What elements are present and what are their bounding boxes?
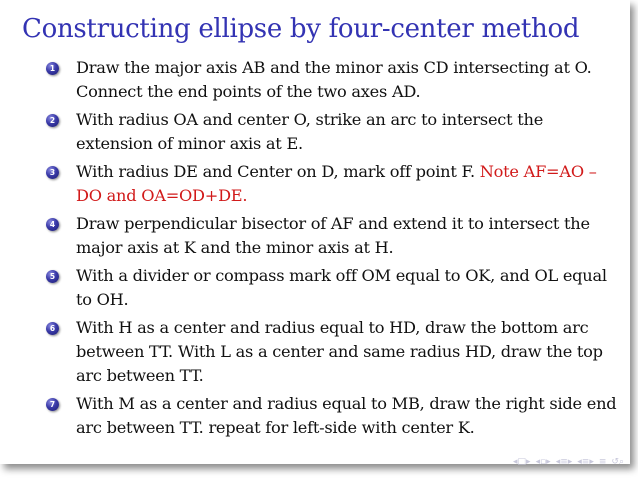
slide-title: Constructing ellipse by four-center method	[22, 14, 580, 44]
nav-first-icon[interactable]: ◂□▸	[513, 457, 531, 467]
list-item	[46, 160, 624, 208]
beamer-navigation-bar	[513, 457, 624, 467]
nav-prev-section-icon[interactable]: ◂≡▸	[555, 457, 573, 467]
list-item	[46, 264, 624, 312]
number-bullet-icon: 3	[46, 166, 59, 179]
list-item	[46, 108, 624, 156]
item-text: Draw the major axis AB and the minor axis CD intersecting at O. Connect the end points of the two axes AD.	[76, 58, 592, 101]
steps-list	[46, 56, 624, 444]
nav-next-frame-icon[interactable]: ≡	[598, 457, 607, 467]
number-bullet-icon: 2	[46, 114, 59, 127]
item-text: With a divider or compass mark off OM equal to OK, and OL equal to OH.	[76, 266, 607, 309]
item-note: Note AF=AO – DO and OA=OD+DE.	[76, 162, 597, 205]
nav-prev-frame-icon[interactable]: ◂▫▸	[535, 457, 551, 467]
list-item	[46, 316, 624, 388]
number-bullet-icon: 4	[46, 218, 59, 231]
number-bullet-icon: 7	[46, 398, 59, 411]
list-item	[46, 392, 624, 440]
nav-next-section-icon[interactable]: ◂≡▸	[577, 457, 594, 467]
list-item	[46, 56, 624, 104]
number-bullet-icon: 6	[46, 322, 59, 335]
item-text: With radius OA and center O, strike an arc to intersect the extension of minor axis at E.	[76, 110, 544, 153]
item-text: Draw perpendicular bisector of AF and extend it to intersect the major axis at K and the minor axis at H.	[76, 214, 590, 257]
nav-search-icon[interactable]: ↺⌕	[611, 457, 624, 467]
list-item	[46, 212, 624, 260]
item-text: With radius DE and Center on D, mark off point F.	[76, 162, 475, 181]
item-text: With M as a center and radius equal to MB, draw the right side end arc between TT. repeat for left-side with center K.	[76, 394, 617, 437]
item-text: With H as a center and radius equal to HD, draw the bottom arc between TT. With L as a center and same radius HD, draw the top arc between TT.	[76, 318, 603, 385]
number-bullet-icon: 5	[46, 270, 59, 283]
number-bullet-icon: 1	[46, 62, 59, 75]
